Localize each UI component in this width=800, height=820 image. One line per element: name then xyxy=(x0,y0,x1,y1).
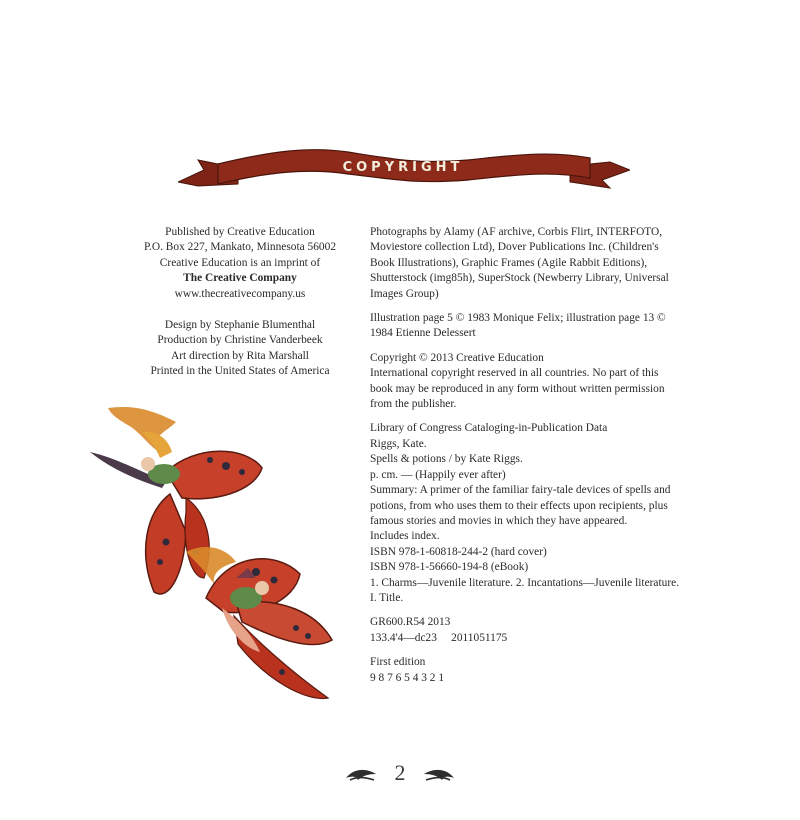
imprint-line: Creative Education is an imprint of xyxy=(159,256,321,269)
printed-in: Printed in the United States of America xyxy=(150,365,330,378)
cataloging-data xyxy=(370,421,692,606)
text-line: Spells & potions / by Kate Riggs. xyxy=(370,453,523,466)
text-line: Shutterstock (img85h), SuperStock (Newberry Library, Universal xyxy=(370,272,669,285)
text-line: p. cm. — (Happily ever after) xyxy=(370,468,506,481)
art-direction-credit: Art direction by Rita Marshall xyxy=(171,349,309,362)
text-line: 1984 Etienne Delessert xyxy=(370,327,476,340)
text-line: 1. Charms—Juvenile literature. 2. Incantations—Juvenile literature. xyxy=(370,576,680,589)
text-line: Copyright © 2013 Creative Education xyxy=(370,351,544,364)
text-line: book may be reproduced in any form without written permission xyxy=(370,382,665,395)
text-line: Photographs by Alamy (AF archive, Corbis Flirt, INTERFOTO, xyxy=(370,226,663,238)
text-line: from the publisher. xyxy=(370,398,457,411)
leaf-ornament-left-icon xyxy=(344,766,378,782)
page-number-area xyxy=(340,760,460,790)
production-credit: Production by Christine Vanderbeek xyxy=(157,334,323,347)
butterfly-fairy-illustration xyxy=(86,402,336,710)
text-line: Moviestore collection Ltd), Dover Publications Inc. (Children's xyxy=(370,241,659,254)
text-line: Images Group) xyxy=(370,287,439,300)
text-line: I. Title. xyxy=(370,591,404,604)
copyright-details xyxy=(370,225,692,695)
text-line: Summary: A primer of the familiar fairy-tale devices of spells and xyxy=(370,484,671,497)
text-line: Riggs, Kate. xyxy=(370,437,427,450)
isbn-hardcover: ISBN 978-1-60818-244-2 (hard cover) xyxy=(370,545,547,558)
text-line: 133.4'4—dc23 2011051175 xyxy=(370,631,508,644)
publisher-address: P.O. Box 227, Mankato, Minnesota 56002 xyxy=(143,241,337,254)
design-credit: Design by Stephanie Blumenthal xyxy=(164,319,316,332)
leaf-ornament-right-icon xyxy=(422,766,456,782)
company-website: www.thecreativecompany.us xyxy=(174,287,306,300)
copyright-notice xyxy=(370,351,692,413)
edition-info xyxy=(370,655,692,686)
text-line: Illustration page 5 © 1983 Monique Felix; illustration page 13 © xyxy=(370,312,666,325)
photo-credits xyxy=(370,225,692,302)
classification xyxy=(370,615,692,646)
isbn-ebook: ISBN 978-1-56660-194-8 (eBook) xyxy=(370,561,529,574)
banner-title: COPYRIGHT xyxy=(342,160,464,175)
text-line: Includes index. xyxy=(370,530,440,543)
publisher-info xyxy=(128,225,352,380)
publisher-line: Published by Creative Education xyxy=(165,226,315,238)
text-line: Book Illustrations), Graphic Frames (Agile Rabbit Editions), xyxy=(370,256,648,269)
page-number: 2 xyxy=(394,760,406,785)
print-line: 9 8 7 6 5 4 3 2 1 xyxy=(370,671,445,684)
text-line: First edition xyxy=(370,656,426,669)
illustration-credits xyxy=(370,311,692,342)
text-line: International copyright reserved in all countries. No part of this xyxy=(370,367,659,380)
text-line: famous stories and movies in which they have appeared. xyxy=(370,514,628,527)
text-line: GR600.R54 2013 xyxy=(370,616,451,629)
company-name: The Creative Company xyxy=(183,272,297,285)
text-line: potions, from who uses them to their effects upon recipients, plus xyxy=(370,499,668,512)
text-line: Library of Congress Cataloging-in-Publication Data xyxy=(370,422,608,435)
